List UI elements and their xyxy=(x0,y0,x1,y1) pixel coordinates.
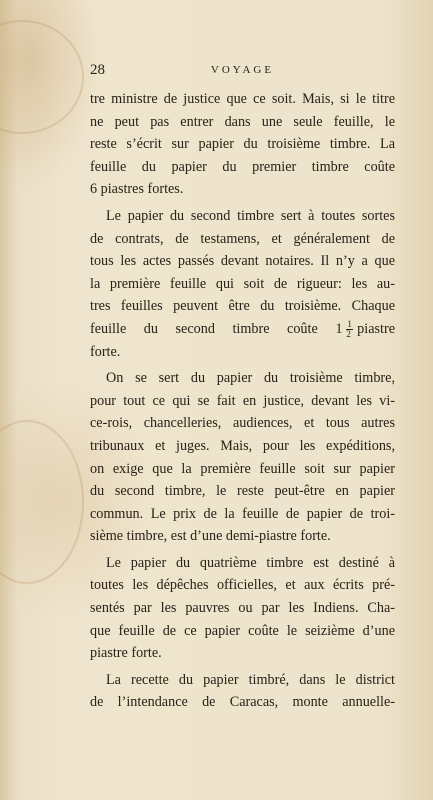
text-line: la première feuille qui soit de rigueur: les au- xyxy=(90,275,395,292)
water-stain xyxy=(0,20,84,134)
text-line: ce-rois, chancelleries, audiences, et tous autres xyxy=(90,415,395,432)
text-line: de l’intendance de Caracas, monte annuelle- xyxy=(90,694,395,711)
text-line: Le papier du second timbre sert à toutes sortes xyxy=(106,207,395,224)
text-fragment: piastre xyxy=(357,320,395,337)
text-line: pour tout ce qui se fait en justice, devant les vi- xyxy=(90,392,395,409)
body-text xyxy=(90,88,395,714)
water-stain xyxy=(0,420,84,584)
text-line: ne peut pas entrer dans une seule feuille, le xyxy=(90,113,395,130)
text-line: que feuille de ce papier coûte le seizième d’une xyxy=(90,622,395,639)
text-line: piastre forte. xyxy=(90,645,162,662)
text-line: du second timbre, le reste peut-être en papier xyxy=(90,483,395,500)
fraction xyxy=(346,320,353,339)
paragraph xyxy=(90,669,395,714)
text-line: Le papier du quatrième timbre est destiné à xyxy=(106,554,395,571)
fraction-denominator: 2 xyxy=(346,328,351,339)
text-line: feuille du papier du premier timbre coûte xyxy=(90,158,395,175)
text-line: tres feuilles peuvent être du troisième. Chaque xyxy=(90,298,395,315)
text-fragment: feuille du second timbre coûte 1 xyxy=(90,320,343,337)
text-line: tribunaux et juges. Mais, pour les expéditions, xyxy=(90,437,395,454)
text-line: tre ministre de justice que ce soit. Mais, si le titre xyxy=(90,91,395,107)
page-number: 28 xyxy=(90,62,105,78)
page-header xyxy=(90,62,395,82)
paragraph xyxy=(90,552,395,665)
text-line: 6 piastres fortes. xyxy=(90,181,184,198)
text-line: sième timbre, est d’une demi-piastre forte. xyxy=(90,528,331,545)
text-line: La recette du papier timbré, dans le district xyxy=(106,671,395,688)
paragraph xyxy=(90,367,395,548)
text-line-with-fraction xyxy=(90,318,395,341)
fraction-numerator: 1 xyxy=(347,318,352,329)
text-line: On se sert du papier du troisième timbre, xyxy=(106,370,395,387)
text-line: tous les actes passés devant notaires. Il n’y a que xyxy=(90,253,395,270)
running-head: VOYAGE xyxy=(210,64,275,76)
text-line: sentés par les pauvres ou par les Indiens. Cha- xyxy=(90,600,395,617)
text-line: de contrats, de testamens, et généralement de xyxy=(90,230,395,247)
text-line: reste s’écrit sur papier du troisième timbre. La xyxy=(90,136,395,153)
text-line: toutes les dépêches officielles, et aux écrits pré- xyxy=(90,577,395,594)
text-line: forte. xyxy=(90,343,121,360)
text-line: on exige que la première feuille soit sur papier xyxy=(90,460,395,477)
paragraph xyxy=(90,88,395,201)
paragraph xyxy=(90,205,395,363)
text-line: commun. Le prix de la feuille de papier de troi- xyxy=(90,505,395,522)
